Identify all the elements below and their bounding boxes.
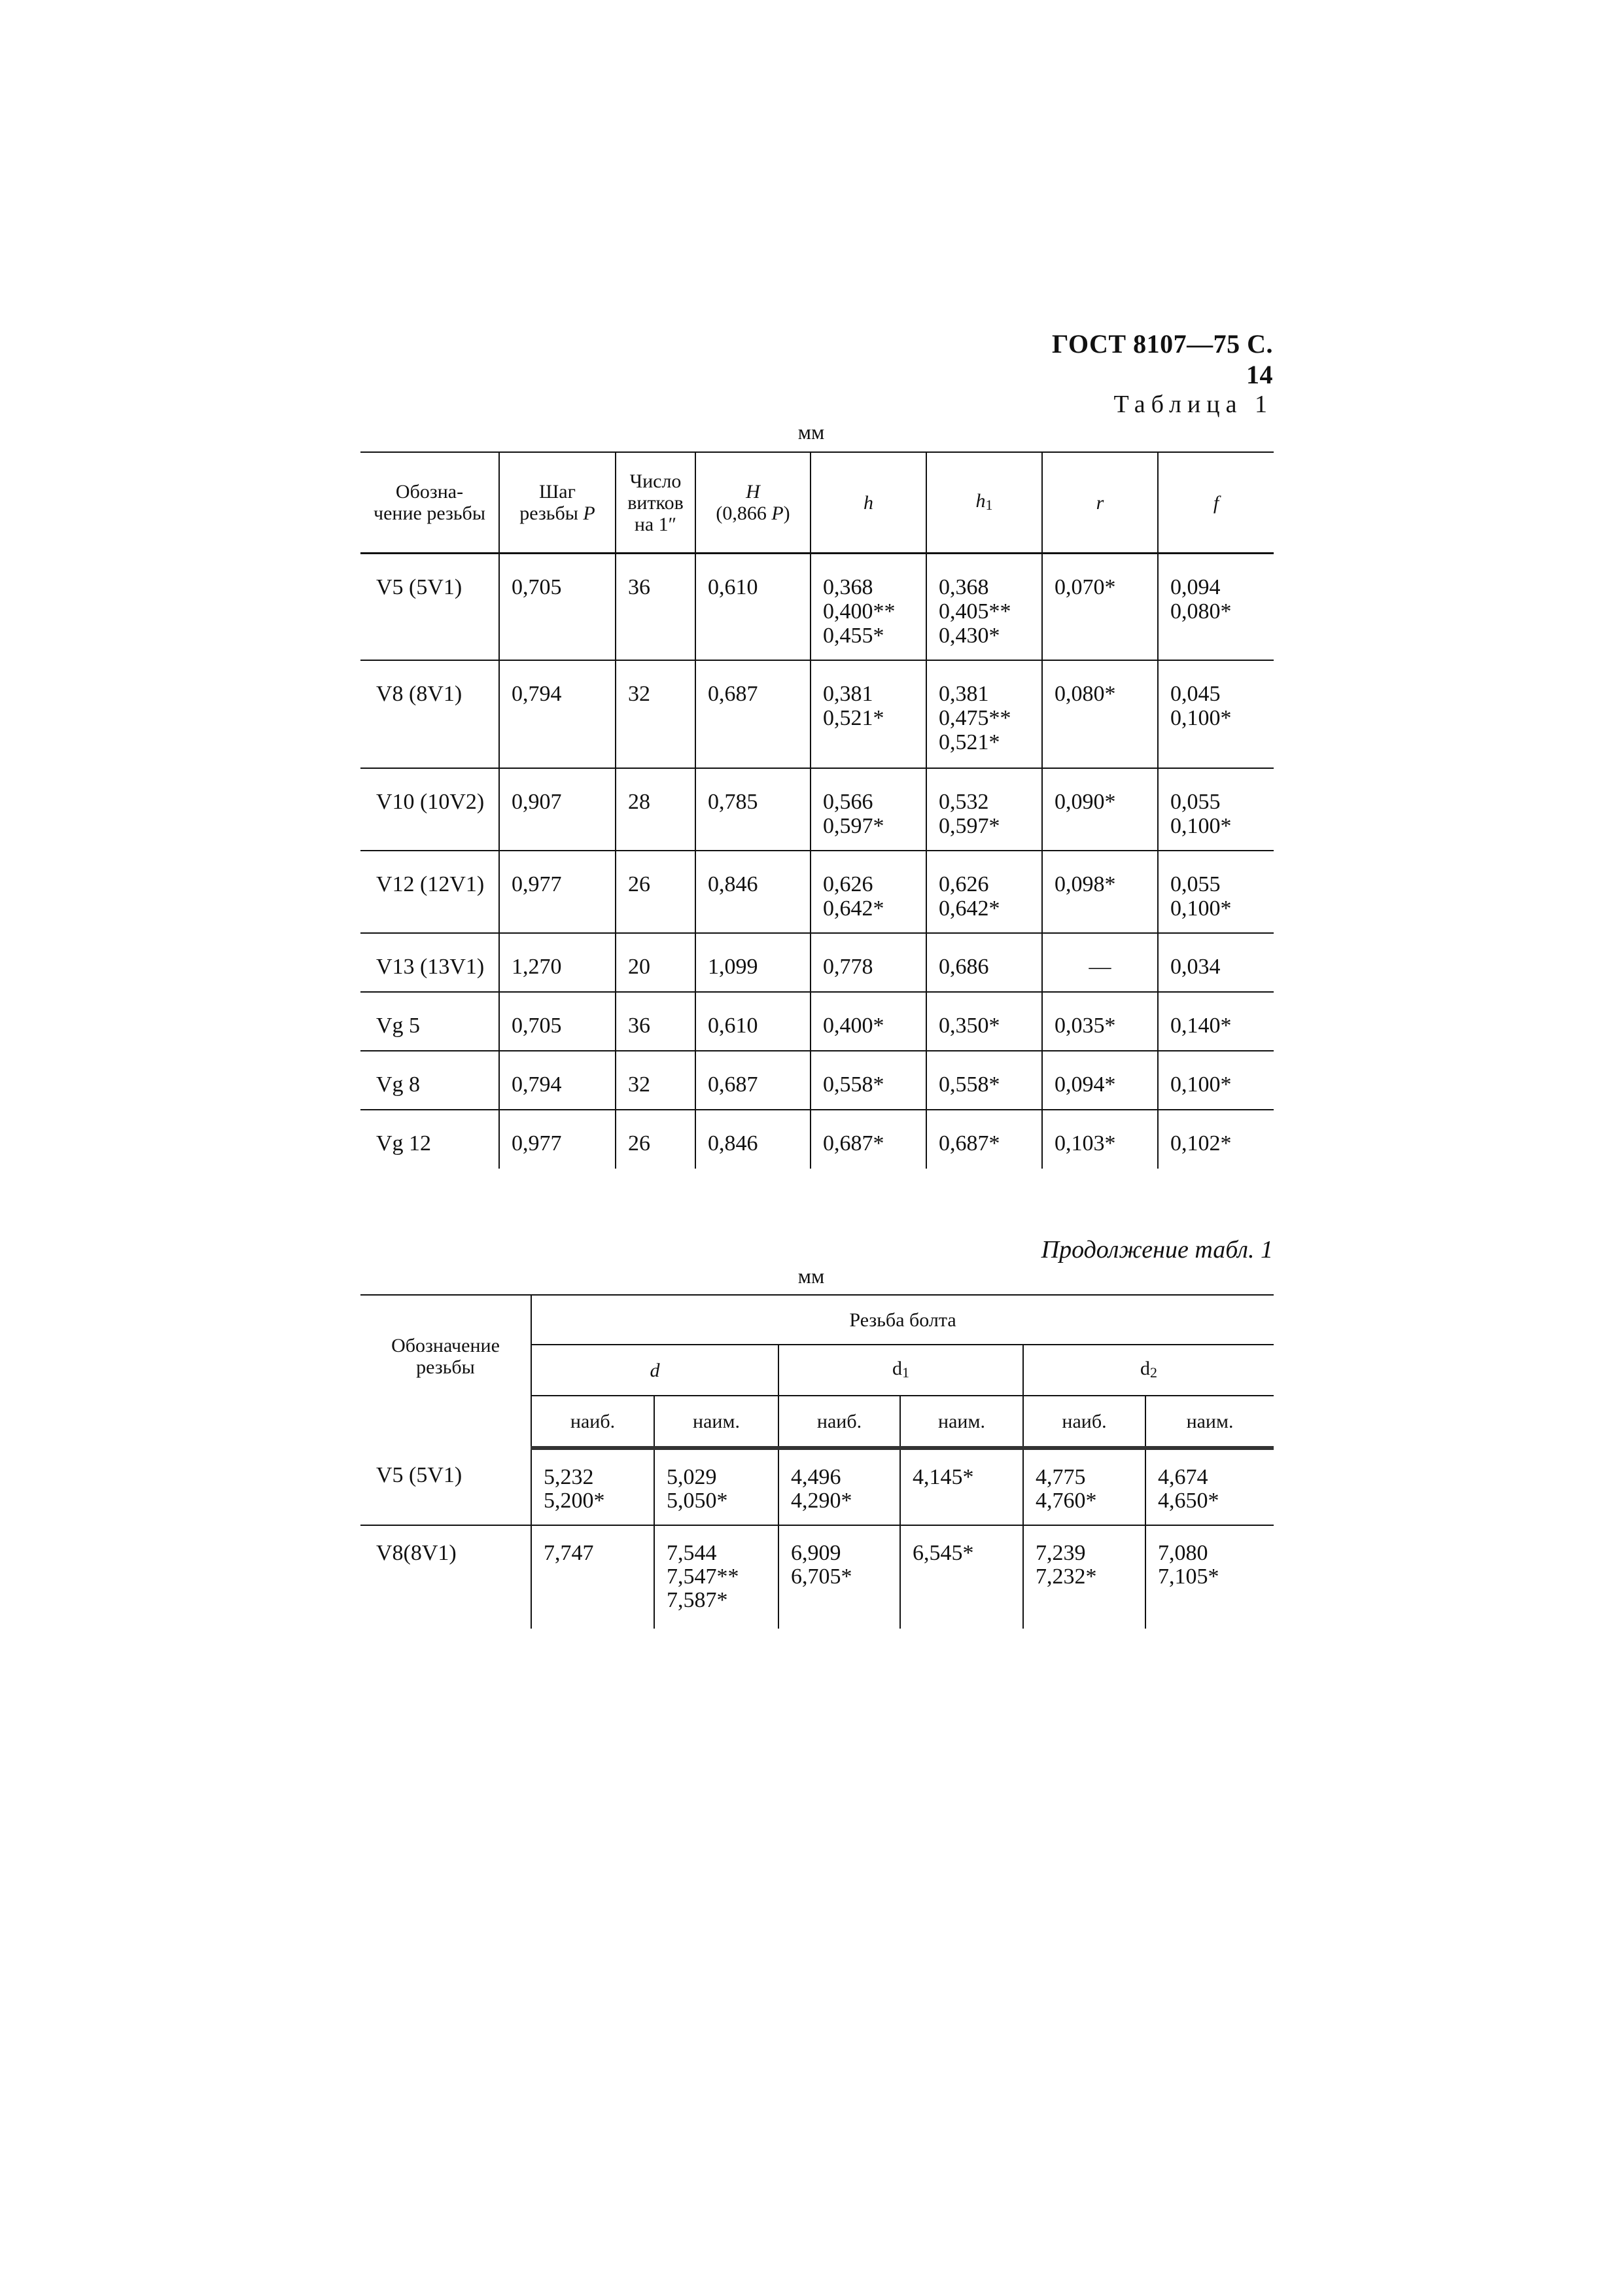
cell-f: 0,034: [1158, 933, 1274, 992]
cell-H: 0,785: [695, 768, 811, 851]
cell-designation: V5 (5V1): [376, 1463, 462, 1487]
cell-r: —: [1042, 933, 1158, 992]
table-row: [360, 1448, 1274, 1525]
cell-turns: 32: [616, 660, 695, 768]
cell-pitch: 0,907: [499, 768, 616, 851]
cell-turns: 20: [616, 933, 695, 992]
cell-H: 1,099: [695, 933, 811, 992]
cell-r: 0,035*: [1042, 992, 1158, 1051]
cell-designation: V10 (10V2): [360, 768, 499, 851]
cell-h: 0,381 0,521*: [811, 660, 926, 768]
cell-h1: 0,626 0,642*: [926, 851, 1042, 933]
header-d2-max: наиб.: [1023, 1396, 1145, 1448]
table1-caption: Таблица 1: [1113, 391, 1273, 418]
cell-r: 0,103*: [1042, 1110, 1158, 1169]
table-row: [360, 933, 1274, 992]
cell-pitch: 0,977: [499, 1110, 616, 1169]
table-row: [360, 1110, 1274, 1169]
table2-body: [360, 1448, 1274, 1629]
cell-h1: 0,368 0,405** 0,430*: [926, 554, 1042, 660]
cell-designation: Vg 5: [360, 992, 499, 1051]
table-row: [360, 660, 1274, 768]
table-row: [360, 1051, 1274, 1110]
cell-H: 0,846: [695, 1110, 811, 1169]
cell-r: 0,070*: [1042, 554, 1158, 660]
table1-body: [360, 554, 1274, 1169]
cell-d2-min: 7,080 7,105*: [1145, 1525, 1274, 1629]
cell-designation: V12 (12V1): [360, 851, 499, 933]
cell-h: 0,400*: [811, 992, 926, 1051]
header-d2-min: наим.: [1145, 1396, 1274, 1448]
cell-pitch: 1,270: [499, 933, 616, 992]
header-designation: Обозначение резьбы: [360, 1295, 531, 1448]
cell-h: 0,626 0,642*: [811, 851, 926, 933]
cell-f: 0,055 0,100*: [1158, 851, 1274, 933]
cell-h: 0,687*: [811, 1110, 926, 1169]
header-d1-max: наиб.: [778, 1396, 900, 1448]
cell-H: 0,687: [695, 1051, 811, 1110]
header-d: d: [531, 1345, 778, 1396]
cell-d-max: 7,747: [531, 1525, 654, 1629]
table-row: [360, 554, 1274, 660]
header-d-min: наим.: [654, 1396, 778, 1448]
cell-d1-max: 6,909 6,705*: [778, 1525, 900, 1629]
cell-designation: V8(8V1): [360, 1525, 531, 1629]
header-pitch: Шаг резьбы P: [499, 452, 616, 554]
cell-d2-max: 4,775 4,760*: [1023, 1448, 1145, 1525]
cell-H: 0,610: [695, 554, 811, 660]
cell-h1: 0,350*: [926, 992, 1042, 1051]
header-h: h: [811, 452, 926, 554]
cell-d1-min: 6,545*: [900, 1525, 1023, 1629]
cell-d2-max: 7,239 7,232*: [1023, 1525, 1145, 1629]
cell-d2-min: 4,674 4,650*: [1145, 1448, 1274, 1525]
cell-turns: 26: [616, 1110, 695, 1169]
header-d1-min: наим.: [900, 1396, 1023, 1448]
cell-r: 0,094*: [1042, 1051, 1158, 1110]
cell-h1: 0,686: [926, 933, 1042, 992]
header-r: r: [1042, 452, 1158, 554]
cell-pitch: 0,705: [499, 992, 616, 1051]
header-designation: Обозна- чение резьбы: [360, 452, 499, 554]
table2-caption: Продолжение табл. 1: [1041, 1236, 1273, 1263]
cell-H: 0,846: [695, 851, 811, 933]
page-header: ГОСТ 8107—75 С. 14: [1051, 329, 1273, 389]
cell-h: 0,778: [811, 933, 926, 992]
cell-designation: V13 (13V1): [360, 933, 499, 992]
thread-parameters-table: [360, 451, 1274, 1169]
header-f: f: [1158, 452, 1274, 554]
header-H: H (0,866 P): [695, 452, 811, 554]
table1-units: мм: [797, 420, 825, 444]
cell-h: 0,566 0,597*: [811, 768, 926, 851]
cell-H: 0,687: [695, 660, 811, 768]
cell-h: 0,558*: [811, 1051, 926, 1110]
table1-header-row: [360, 452, 1274, 554]
cell-f: 0,102*: [1158, 1110, 1274, 1169]
cell-pitch: 0,705: [499, 554, 616, 660]
cell-d-min: 7,544 7,547** 7,587*: [654, 1525, 778, 1629]
cell-f: 0,100*: [1158, 1051, 1274, 1110]
cell-h1: 0,558*: [926, 1051, 1042, 1110]
table-row: [360, 851, 1274, 933]
cell-d1-max: 4,496 4,290*: [778, 1448, 900, 1525]
cell-turns: 36: [616, 554, 695, 660]
cell-r: 0,098*: [1042, 851, 1158, 933]
cell-pitch: 0,794: [499, 1051, 616, 1110]
header-d-max: наиб.: [531, 1396, 654, 1448]
cell-turns: 36: [616, 992, 695, 1051]
cell-turns: 26: [616, 851, 695, 933]
cell-h1: 0,687*: [926, 1110, 1042, 1169]
cell-f: 0,140*: [1158, 992, 1274, 1051]
header-h1: h1: [926, 452, 1042, 554]
cell-turns: 32: [616, 1051, 695, 1110]
cell-f: 0,045 0,100*: [1158, 660, 1274, 768]
cell-r: 0,080*: [1042, 660, 1158, 768]
cell-d-max: 5,232 5,200*: [531, 1448, 654, 1525]
bolt-thread-table: [360, 1294, 1274, 1629]
cell-designation: V8 (8V1): [360, 660, 499, 768]
cell-designation: Vg 12: [360, 1110, 499, 1169]
cell-h: 0,368 0,400** 0,455*: [811, 554, 926, 660]
table2-units: мм: [797, 1264, 825, 1288]
header-d2: d2: [1023, 1345, 1274, 1396]
cell-d1-min: 4,145*: [900, 1448, 1023, 1525]
cell-H: 0,610: [695, 992, 811, 1051]
cell-turns: 28: [616, 768, 695, 851]
header-d1: d1: [778, 1345, 1023, 1396]
header-turns-per-inch: Число витков на 1″: [616, 452, 695, 554]
table-row: [360, 768, 1274, 851]
cell-designation: Vg 8: [360, 1051, 499, 1110]
cell-pitch: 0,794: [499, 660, 616, 768]
cell-f: 0,094 0,080*: [1158, 554, 1274, 660]
cell-pitch: 0,977: [499, 851, 616, 933]
cell-f: 0,055 0,100*: [1158, 768, 1274, 851]
table-row: [360, 992, 1274, 1051]
table2-header-row-1: [360, 1295, 1274, 1345]
cell-h1: 0,381 0,475** 0,521*: [926, 660, 1042, 768]
cell-d-min: 5,029 5,050*: [654, 1448, 778, 1525]
cell-r: 0,090*: [1042, 768, 1158, 851]
cell-h1: 0,532 0,597*: [926, 768, 1042, 851]
cell-designation: V5 (5V1): [376, 575, 462, 599]
header-bolt-thread: Резьба болта: [531, 1295, 1274, 1345]
table-row: [360, 1525, 1274, 1629]
